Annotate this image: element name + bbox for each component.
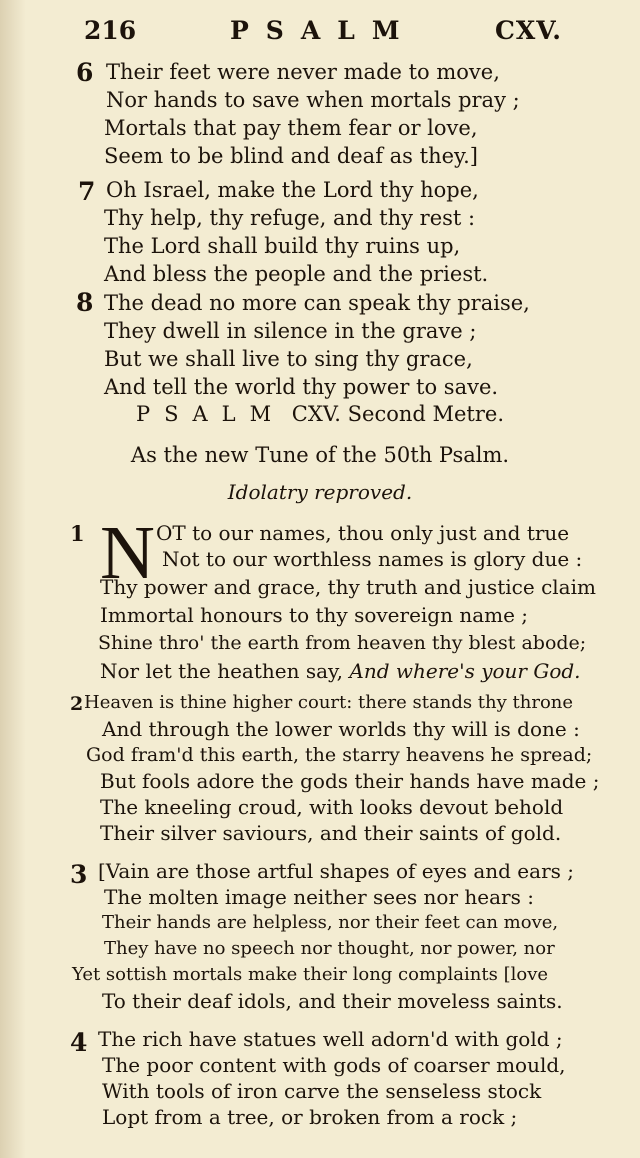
verse-line: The poor content with gods of coarser mould, (102, 1053, 566, 1077)
verse-line-last (100, 657, 581, 685)
second-metre-heading (0, 402, 640, 426)
verse-line: OT to our names, thou only just and true (156, 521, 570, 545)
verse-line: But we shall live to sing thy grace, (104, 347, 473, 371)
verse-line: And bless the people and the priest. (104, 262, 489, 286)
verse-line: Lopt from a tree, or broken from a rock ; (102, 1105, 518, 1129)
verse-line: God fram'd this earth, the starry heavens he spread; (86, 744, 593, 766)
verse-line: Their feet were never made to move, (106, 60, 500, 84)
verse-line: And tell the world thy power to save. (104, 375, 499, 399)
verse-line: The dead no more can speak thy praise, (104, 291, 530, 315)
verse-line: Oh Israel, make the Lord thy hope, (106, 178, 479, 202)
verse-line: Seem to be blind and deaf as they.] (104, 144, 478, 168)
verse-line: But fools adore the gods their hands have made ; (100, 769, 600, 793)
verse-line: The rich have statues well adorn'd with gold ; (98, 1027, 563, 1051)
stanza-number: 8 (76, 288, 94, 317)
verse-line: The kneeling croud, with looks devout behold (100, 795, 564, 819)
drop-cap: N (100, 511, 155, 595)
verse-line: The Lord shall build thy ruins up, (104, 234, 461, 258)
metre-rest: CXV. Second Metre. (291, 402, 505, 426)
verse-line: To their deaf idols, and their moveless saints. (102, 989, 563, 1013)
verse-plain: Nor let the heathen say, (100, 659, 350, 683)
stanza-number: 6 (76, 58, 94, 87)
verse-line: Shine thro' the earth from heaven thy blest abode; (98, 632, 587, 654)
verse-line: They have no speech nor thought, nor power, nor (104, 938, 555, 959)
header-psalm-number: CXV. (494, 16, 562, 45)
metre-psalm-word: PSALM (135, 402, 286, 426)
page-gutter-shadow (0, 0, 26, 1158)
verse-italic: And where's your God. (349, 659, 581, 683)
header-title: PSALM (230, 16, 417, 45)
running-header (84, 16, 564, 50)
stanza-number: 1 (70, 521, 85, 546)
verse-line: Immortal honours to thy sovereign name ; (100, 603, 529, 627)
verse-line: They dwell in silence in the grave ; (104, 319, 477, 343)
stanza-number: 2 (70, 693, 84, 715)
verse-line: Not to our worthless names is glory due : (162, 547, 583, 571)
verse-line: [Vain are those artful shapes of eyes and ears ; (98, 859, 574, 883)
verse-line: With tools of iron carve the senseless stock (102, 1079, 542, 1103)
psalm-subtitle: Idolatry reproved. (227, 480, 413, 504)
verse-line: Mortals that pay them fear or love, (104, 116, 478, 140)
stanza-number: 3 (70, 860, 88, 889)
verse-line: Thy power and grace, thy truth and justice claim (100, 575, 596, 599)
verse-line: Nor hands to save when mortals pray ; (106, 88, 520, 112)
stanza-number: 4 (70, 1028, 88, 1057)
stanza-number: 7 (78, 177, 96, 206)
verse-line: And through the lower worlds thy will is done : (102, 717, 580, 741)
verse-line: Their silver saviours, and their saints of gold. (100, 821, 562, 845)
verse-line: The molten image neither sees nor hears : (104, 885, 534, 909)
verse-line: Thy help, thy refuge, and thy rest : (104, 206, 476, 230)
page-number: 216 (84, 16, 137, 45)
verse-line: Yet sottish mortals make their long complaints [love (72, 964, 549, 985)
verse-line: Heaven is thine higher court: there stands thy throne (84, 692, 574, 713)
verse-line: Their hands are helpless, nor their feet can move, (102, 912, 559, 933)
tune-direction: As the new Tune of the 50th Psalm. (130, 443, 510, 467)
